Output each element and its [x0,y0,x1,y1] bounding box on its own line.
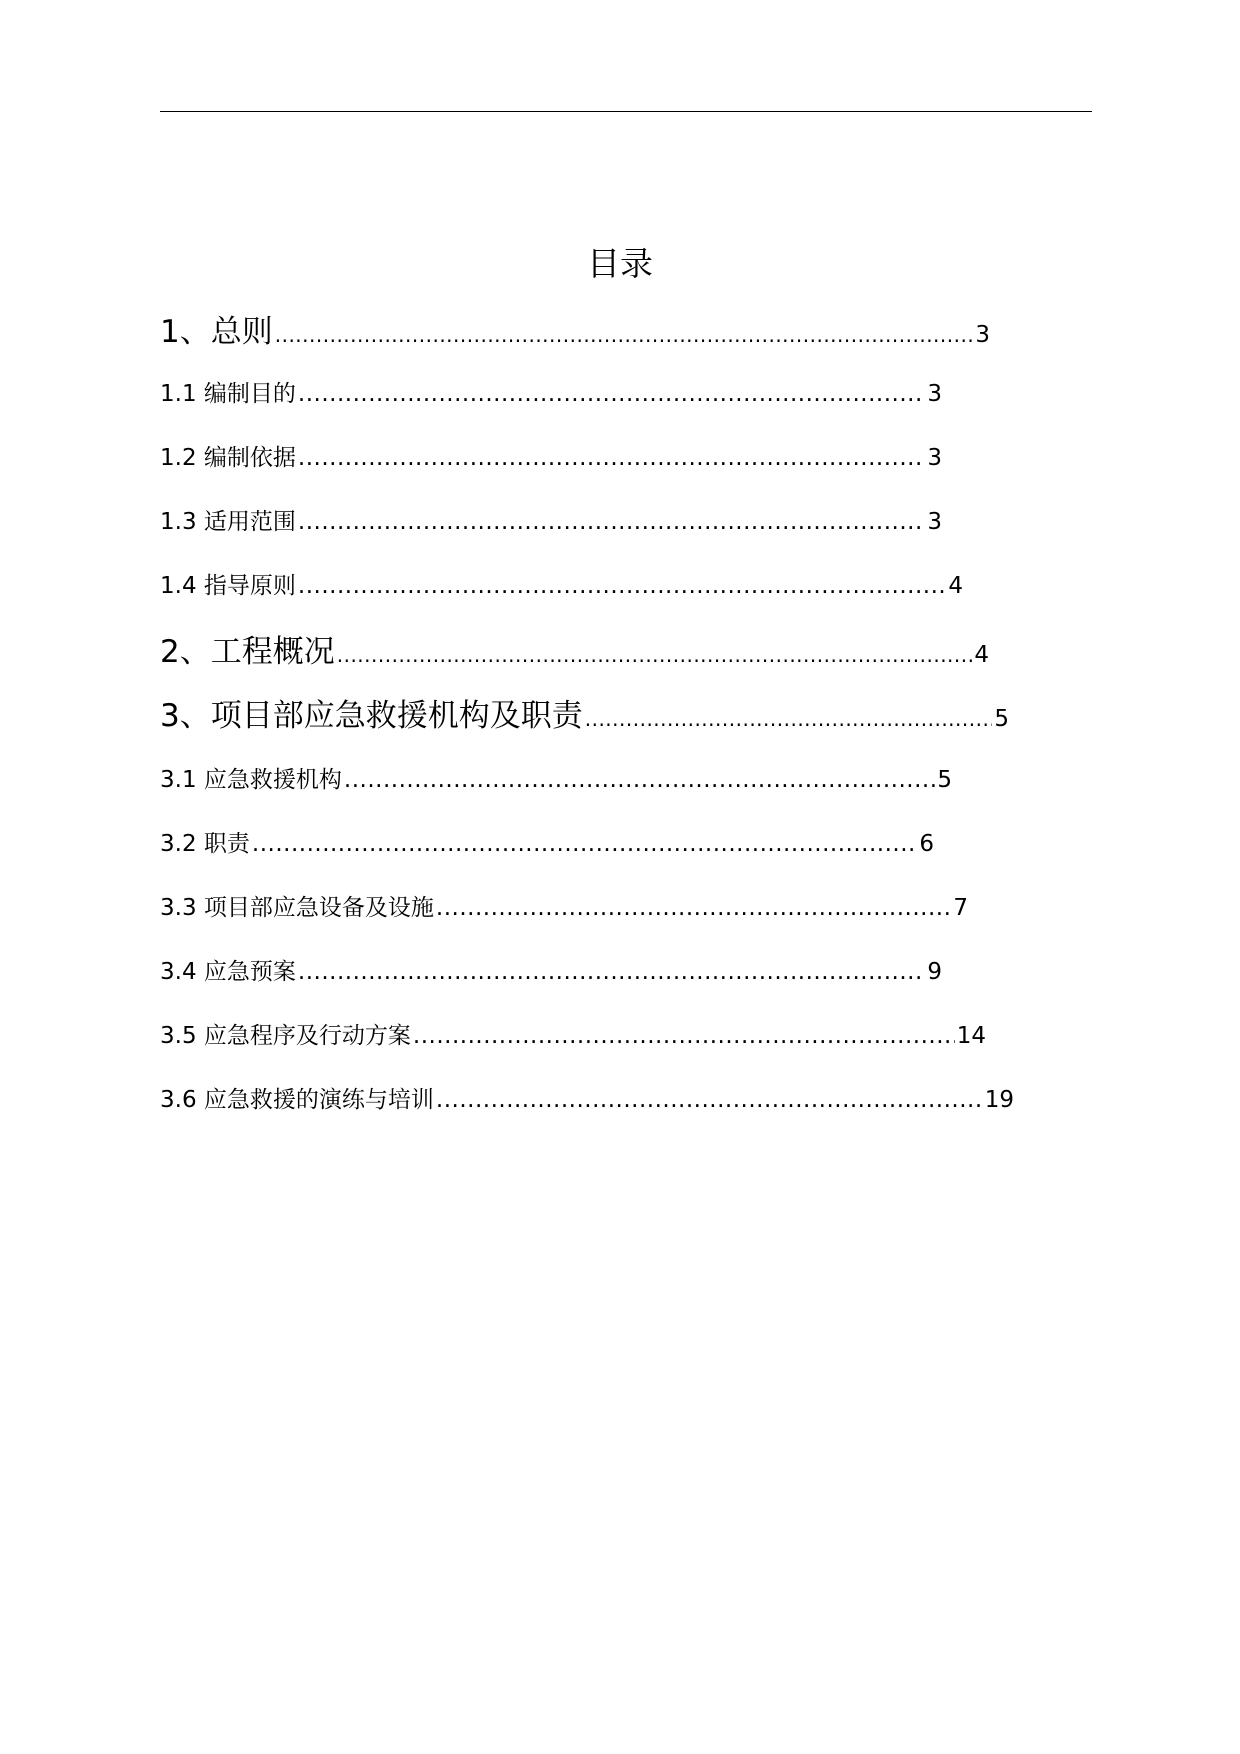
toc-page-number: 9 [927,959,942,985]
toc-page-number: 4 [974,642,989,668]
toc-entry[interactable] [160,632,989,672]
toc-entry-label: 3、项目部应急救援机构及职责 [160,698,583,734]
toc-entry-label: 3.1 应急救援机构 [160,767,342,793]
toc-dot-leader [298,442,925,474]
toc-page-number: 7 [953,895,968,921]
toc-dot-leader [585,699,993,739]
toc-dot-leader [252,828,917,860]
toc-entry-label: 3.6 应急救援的演练与培训 [160,1087,434,1113]
toc-entry[interactable] [160,570,963,602]
toc-entry[interactable] [160,892,968,924]
toc-entry[interactable] [160,696,1009,736]
toc-entry[interactable] [160,506,942,538]
toc-entry[interactable] [160,1084,1014,1116]
toc-dot-leader [298,378,925,410]
toc-page-number: 3 [927,445,942,471]
toc-entry-label: 2、工程概况 [160,634,335,670]
toc-dot-leader [275,315,974,355]
toc-entry-label: 3.2 职责 [160,831,250,857]
toc-dot-leader [344,764,935,796]
toc-dot-leader [337,635,973,675]
toc-page-number: 6 [919,831,934,857]
toc-entry-label: 3.4 应急预案 [160,959,296,985]
header-rule [160,111,1092,112]
toc-entry-label: 3.5 应急程序及行动方案 [160,1023,411,1049]
toc-entry[interactable] [160,828,934,860]
toc-entry-label: 1、总则 [160,314,273,350]
toc-page-number: 14 [956,1023,986,1049]
toc-entry-label: 1.4 指导原则 [160,573,296,599]
toc-entry[interactable] [160,956,942,988]
toc-page-number: 3 [927,381,942,407]
toc-entry[interactable] [160,378,942,410]
toc-entry-label: 1.3 适用范围 [160,509,296,535]
toc-entry-label: 3.3 项目部应急设备及设施 [160,895,434,921]
toc-dot-leader [413,1020,955,1052]
toc-dot-leader [298,570,946,602]
toc-dot-leader [298,506,925,538]
toc-entry[interactable] [160,764,952,796]
toc-entry-label: 1.1 编制目的 [160,381,296,407]
toc-entry[interactable] [160,442,942,474]
toc-page-number: 19 [984,1087,1014,1113]
toc-entry[interactable] [160,312,990,352]
toc-dot-leader [436,1084,983,1116]
toc-page-number: 5 [994,706,1009,732]
toc-page-number: 3 [927,509,942,535]
toc-dot-leader [436,892,951,924]
toc-title: 目录 [587,244,653,283]
toc-entry-label: 1.2 编制依据 [160,445,296,471]
toc-page-number: 5 [937,767,952,793]
toc-entry[interactable] [160,1020,986,1052]
toc-dot-leader [298,956,925,988]
toc-page-number: 4 [948,573,963,599]
toc-page-number: 3 [975,322,990,348]
